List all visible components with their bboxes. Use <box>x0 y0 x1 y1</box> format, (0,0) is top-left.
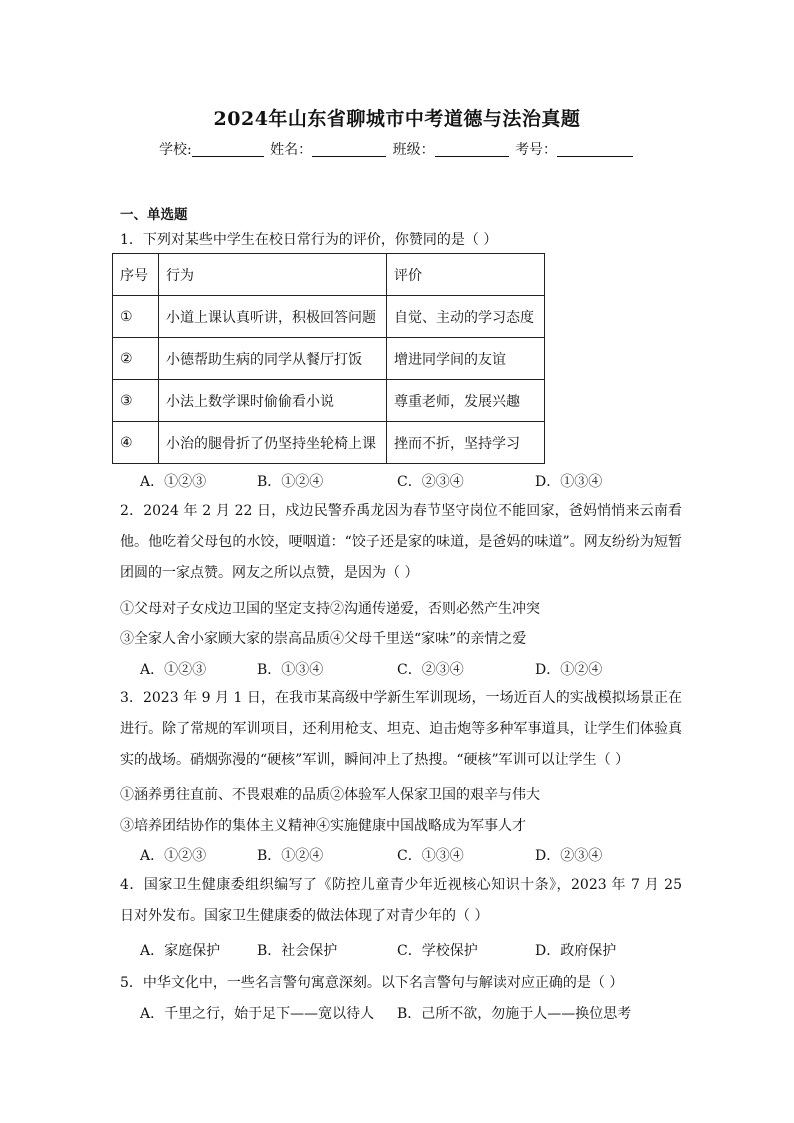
q1-option-b: B．①②④ <box>257 474 324 490</box>
class-label: 班级： <box>392 142 435 158</box>
q3-options <box>140 845 700 865</box>
q3-option-b: B．①②④ <box>257 848 324 864</box>
q3-option-d: D．②③④ <box>535 848 603 864</box>
class-blank <box>435 142 509 157</box>
table-cell: 自觉、主动的学习态度 <box>387 296 545 338</box>
table-cell: ④ <box>113 422 159 464</box>
q2-option-a: A．①②③ <box>140 662 207 678</box>
table-cell: 小道上课认真听讲，积极回答问题 <box>159 296 387 338</box>
q5-option-a: A．千里之行，始于足下——宽以待人 <box>140 1006 375 1022</box>
table-header-row <box>113 254 545 296</box>
q3-statements-2: ③培养团结协作的集体主义精神④实施健康中国战略成为军事人才 <box>120 818 526 834</box>
q1-option-d: D．①③④ <box>535 474 603 490</box>
q4-option-a: A．家庭保护 <box>140 943 221 959</box>
table-row <box>113 422 545 464</box>
table-row <box>113 380 545 422</box>
table-cell: 小德帮助生病的同学从餐厅打饭 <box>159 338 387 380</box>
number-label: 考号： <box>515 142 558 158</box>
q3-option-a: A．①②③ <box>140 848 207 864</box>
q1-option-c: C．②③④ <box>397 474 464 490</box>
q2-option-d: D．①②④ <box>535 662 603 678</box>
q3-option-c: C．①③④ <box>397 848 464 864</box>
q5-option-b: B．己所不欲，勿施于人——换位思考 <box>397 1006 632 1022</box>
student-info-line <box>0 139 794 159</box>
q5-options <box>140 1003 700 1023</box>
header-cell: 序号 <box>113 254 159 296</box>
table-cell: 尊重老师，发展兴趣 <box>387 380 545 422</box>
q2-option-b: B．①③④ <box>257 662 324 678</box>
school-blank <box>192 142 264 157</box>
header-cell: 评价 <box>387 254 545 296</box>
q1-table <box>112 253 545 464</box>
q4-options <box>140 940 700 960</box>
q4-option-d: D．政府保护 <box>535 943 617 959</box>
table-cell: ② <box>113 338 159 380</box>
table-cell: 挫而不折，坚持学习 <box>387 422 545 464</box>
q4-option-c: C．学校保护 <box>397 943 478 959</box>
q4-stem: 4．国家卫生健康委组织编写了《防控儿童青少年近视核心知识十条》，2023 年 7 月 25 日对外发布。国家卫生健康委的做法体现了对青少年的（ ） <box>120 877 682 924</box>
table-row <box>113 296 545 338</box>
table-row <box>113 338 545 380</box>
q3-statements-1: ①涵养勇往直前、不畏艰难的品质②体验军人保家卫国的艰辛与伟大 <box>120 787 540 803</box>
q2-statements-1: ①父母对子女戍边卫国的坚定支持②沟通传递爱，否则必然产生冲突 <box>120 601 540 617</box>
section-heading: 一、单选题 <box>120 207 188 223</box>
number-blank <box>557 142 633 157</box>
q3-stem: 3．2023 年 9 月 1 日，在我市某高级中学新生军训现场，一场近百人的实战模拟场景正在进行。除了常规的军训项目，还利用枪支、坦克、迫击炮等多种军事道具，让学生们体验真实的战场。硝烟弥漫的“硬核”军训，瞬间冲上了热搜。“硬核”军训可以让学生（ ） <box>120 690 682 768</box>
table-cell: 增进同学间的友谊 <box>387 338 545 380</box>
q2-option-c: C．②③④ <box>397 662 464 678</box>
q2-stem: 2．2024 年 2 月 22 日，戍边民警乔禹龙因为春节坚守岗位不能回家，爸妈悄悄来云南看他。他吃着父母包的水饺，哽咽道：“饺子还是家的味道，是爸妈的味道”。网友纷纷为短暂团圆的一家点赞。网友之所以点赞，是因为（ ） <box>120 503 682 581</box>
q1-stem: 1．下列对某些中学生在校日常行为的评价，你赞同的是（ ） <box>120 232 498 248</box>
q1-options <box>140 471 700 491</box>
school-label: 学校: <box>158 142 192 158</box>
name-label: 姓名： <box>270 142 313 158</box>
q4-option-b: B．社会保护 <box>257 943 338 959</box>
q2-statements-2: ③全家人舍小家顾大家的崇高品质④父母千里送“家味”的亲情之爱 <box>120 631 527 647</box>
name-blank <box>312 142 386 157</box>
q2-options <box>140 659 700 679</box>
header-cell: 行为 <box>159 254 387 296</box>
table-cell: ① <box>113 296 159 338</box>
q5-stem: 5．中华文化中，一些名言警句寓意深刻。以下名言警句与解读对应正确的是（ ） <box>120 975 624 991</box>
table-cell: ③ <box>113 380 159 422</box>
table-cell: 小治的腿骨折了仍坚持坐轮椅上课 <box>159 422 387 464</box>
page-title: 2024年山东省聊城市中考道德与法治真题 <box>213 108 581 130</box>
table-cell: 小法上数学课时偷偷看小说 <box>159 380 387 422</box>
q1-option-a: A．①②③ <box>140 474 207 490</box>
